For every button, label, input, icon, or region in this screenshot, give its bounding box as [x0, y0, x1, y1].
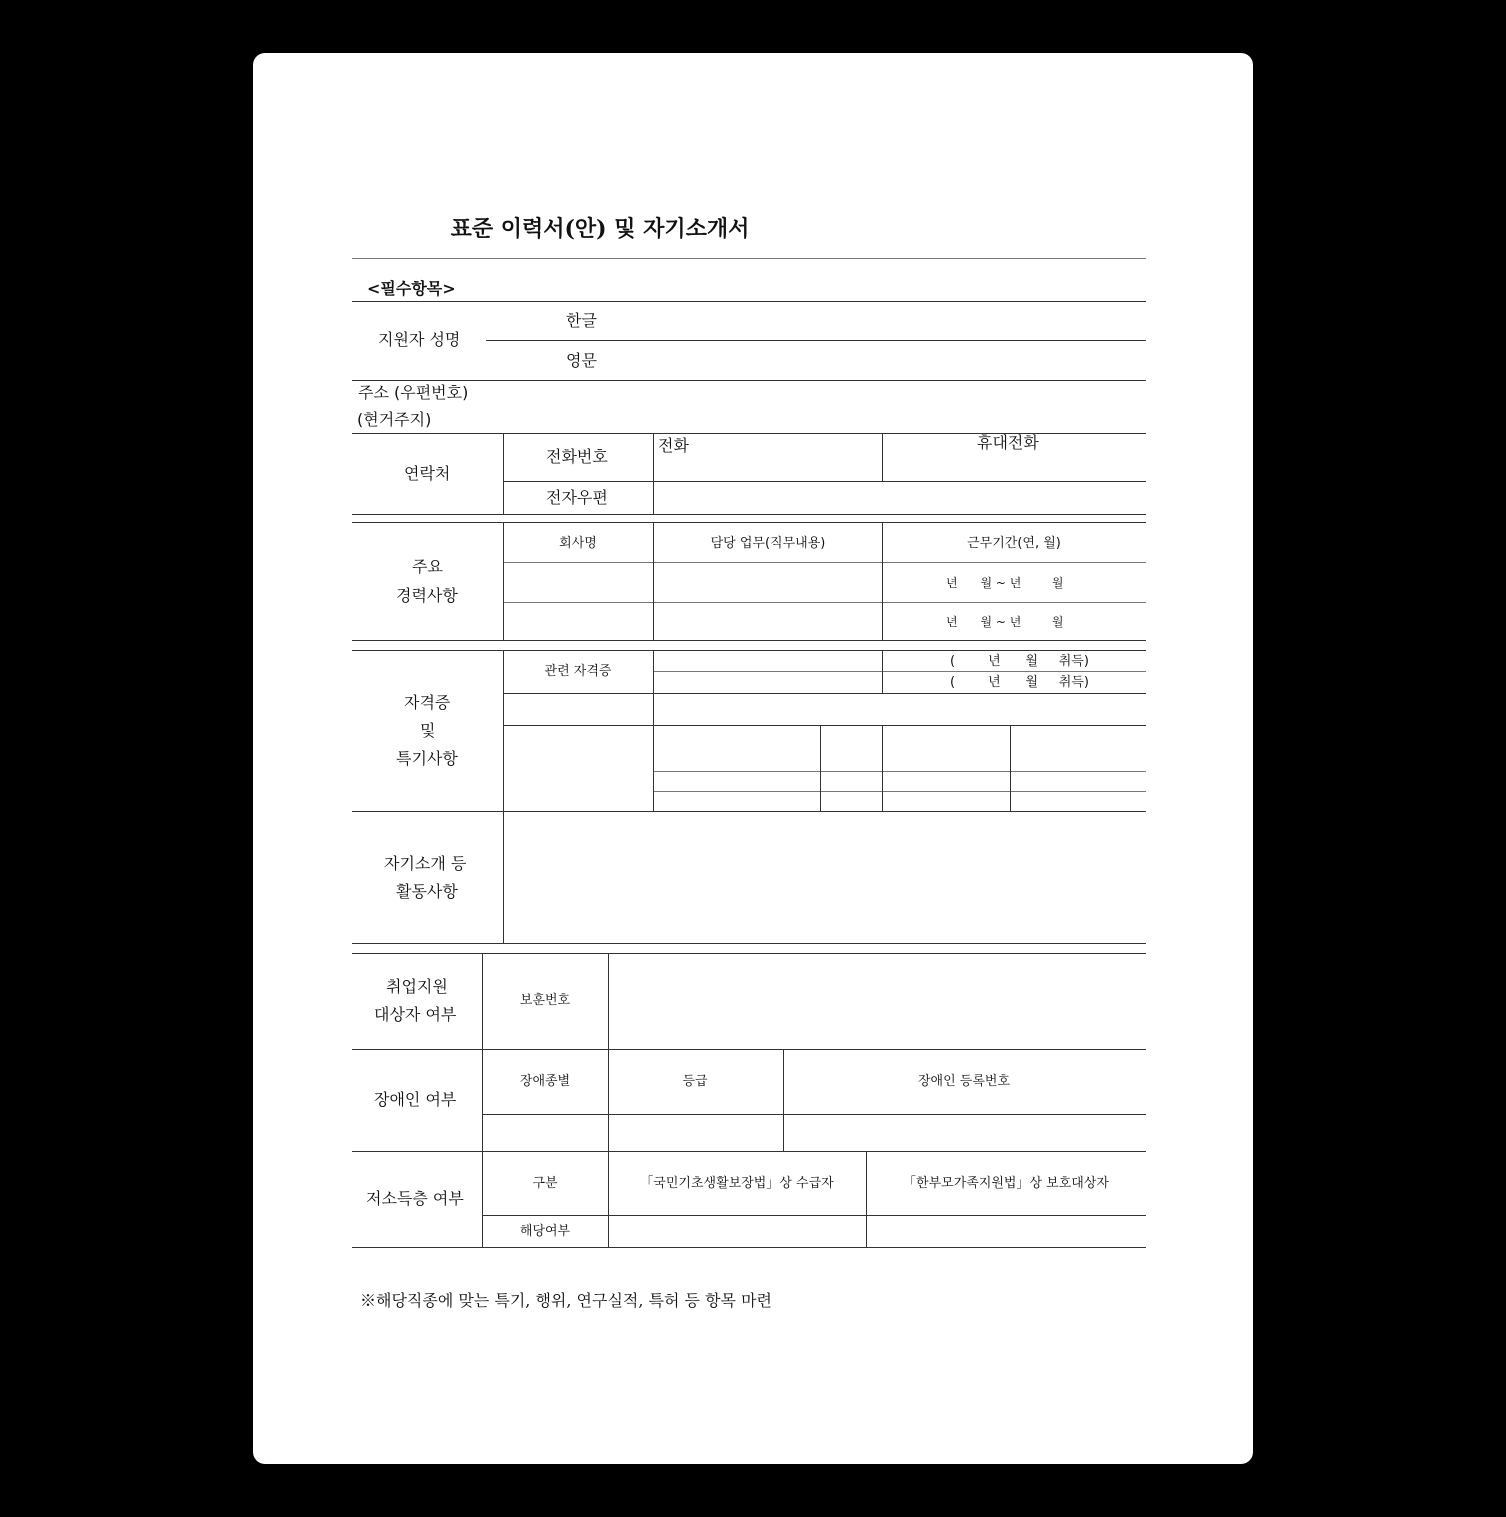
email-label: 전자우편	[546, 488, 608, 507]
contact-label: 연락처	[404, 464, 451, 483]
disability-grade-label: 등급	[682, 1074, 708, 1089]
address-label: 주소 (우편번호)	[358, 383, 469, 402]
name-korean-label: 한글	[566, 311, 597, 330]
career-label-1: 주요	[412, 557, 443, 576]
line-career-row2	[503, 602, 1146, 603]
vline-qual-2	[653, 650, 654, 811]
cert-acquired-2: ( 년 월 취득)	[950, 675, 1089, 690]
line-section1-end	[352, 514, 1146, 515]
line-career-end	[352, 640, 1146, 641]
line-support-top	[352, 953, 1146, 954]
qual-label-3: 특기사항	[396, 749, 458, 768]
low-income-label: 저소득층 여부	[366, 1189, 464, 1208]
footnote: ※해당직종에 맞는 특기, 행위, 연구실적, 특허 등 항목 마련	[360, 1291, 772, 1310]
vline-bottom-1	[482, 953, 483, 1247]
line-address-top	[352, 380, 1146, 381]
vline-mobile	[882, 433, 883, 481]
qual-label-2: 및	[420, 721, 436, 740]
career-header-duty: 담당 업무(직무내용)	[710, 536, 826, 551]
required-section-label: <필수항목>	[367, 279, 456, 298]
line-qual-row2	[503, 725, 1146, 726]
disability-reg-label: 장애인 등록번호	[917, 1074, 1011, 1089]
cert-acquired-1: ( 년 월 취득)	[950, 654, 1089, 669]
vline-contact-label	[503, 433, 504, 514]
phone-number-label: 전화번호	[546, 447, 608, 466]
line-qual-top	[352, 650, 1146, 651]
line-name-split	[486, 340, 1146, 341]
line-career-top	[352, 522, 1146, 523]
support-label-2: 대상자 여부	[374, 1005, 457, 1024]
title-divider	[352, 258, 1146, 259]
vline-contact-value	[653, 433, 654, 514]
self-intro-label-1: 자기소개 등	[384, 854, 467, 873]
line-intro-end	[352, 943, 1146, 944]
vline-qual-4	[820, 725, 821, 811]
basic-livelihood-label: 「국민기초생활보장법」상 수급자	[640, 1176, 834, 1191]
line-email-top	[503, 481, 1146, 482]
applicable-label: 해당여부	[519, 1224, 571, 1239]
vline-qual-5	[1010, 725, 1011, 811]
line-qual-row1	[503, 693, 1146, 694]
address-sublabel: (현거주지)	[357, 410, 432, 429]
line-top	[352, 301, 1146, 302]
line-qual-row3	[653, 771, 1146, 772]
line-qual-row4	[653, 791, 1146, 792]
vline-bottom-2	[608, 953, 609, 1247]
mobile-label: 휴대전화	[977, 433, 1039, 452]
career-header-company: 회사명	[559, 536, 597, 551]
low-income-category-label: 구분	[532, 1176, 558, 1191]
support-label-1: 취업지원	[386, 977, 448, 996]
phone-label: 전화	[658, 436, 689, 455]
line-disability-top	[352, 1049, 1146, 1050]
vline-qual-1	[503, 650, 504, 811]
single-parent-label: 「한부모가족지원법」상 보호대상자	[903, 1176, 1109, 1191]
career-header-period: 근무기간(연, 월)	[967, 536, 1061, 551]
line-intro-top	[352, 811, 1146, 812]
name-english-label: 영문	[566, 351, 597, 370]
vline-career-3	[882, 522, 883, 640]
career-label-2: 경력사항	[396, 586, 458, 605]
disability-label: 장애인 여부	[374, 1090, 457, 1109]
vline-disability-3	[783, 1049, 784, 1151]
line-disability-split	[482, 1114, 1146, 1115]
veteran-no-label: 보훈번호	[519, 993, 571, 1008]
disability-type-label: 장애종별	[519, 1074, 571, 1089]
line-lowincome-split	[482, 1215, 1146, 1216]
career-period-1: 년 월 ~ 년 월	[946, 576, 1064, 590]
vline-intro	[503, 811, 504, 943]
qual-label-1: 자격증	[404, 693, 451, 712]
line-career-row1	[503, 562, 1146, 563]
cert-label: 관련 자격증	[544, 664, 612, 679]
applicant-name-label: 지원자 성명	[378, 330, 461, 349]
vline-career-1	[503, 522, 504, 640]
self-intro-label-2: 활동사항	[396, 882, 458, 901]
page-title: 표준 이력서(안) 및 자기소개서	[450, 216, 750, 242]
line-bottom	[352, 1247, 1146, 1248]
vline-qual-3b	[882, 725, 883, 811]
line-lowincome-top	[352, 1151, 1146, 1152]
career-period-2: 년 월 ~ 년 월	[946, 615, 1064, 629]
vline-career-2	[653, 522, 654, 640]
vline-lowincome-3	[866, 1151, 867, 1247]
vline-qual-3a	[882, 650, 883, 693]
